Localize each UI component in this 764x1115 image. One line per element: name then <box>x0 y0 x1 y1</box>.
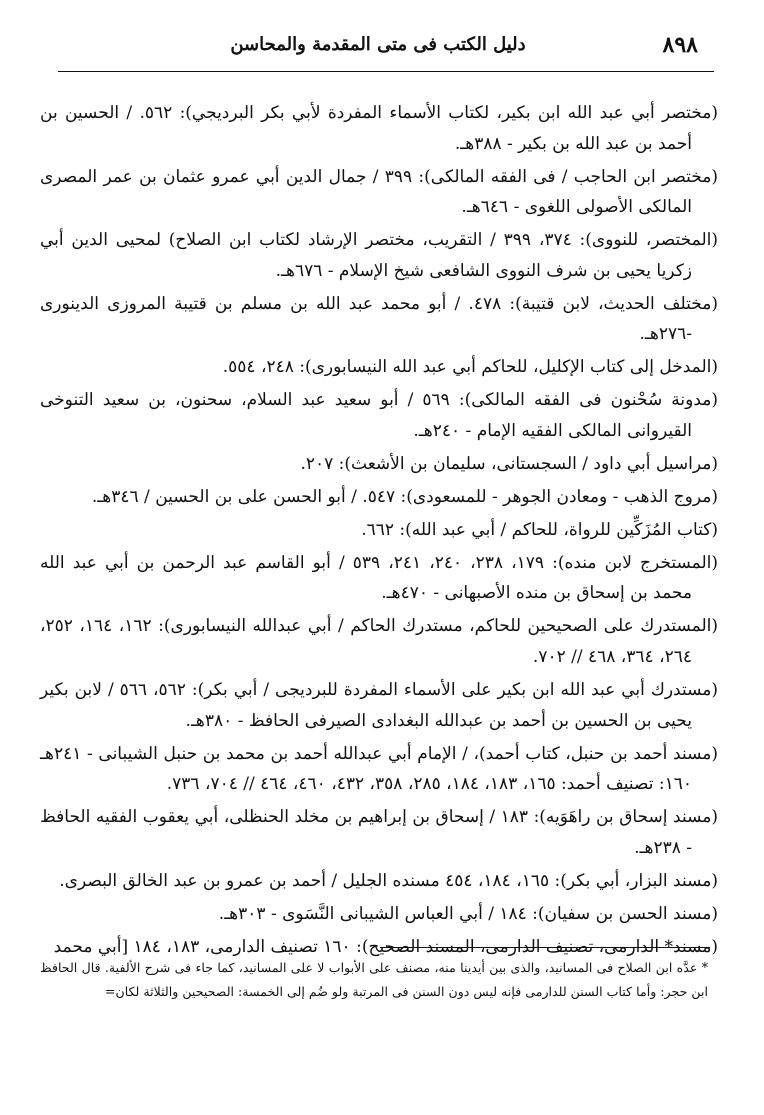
index-entry: (مختصر ابن الحاجب / فى الفقه المالكى): ٣٩٩ / جمال الدين أبي عمرو عثمان بن عمر المصرى المالكى الأصولى اللغوى - ٦٤٦هـ. <box>40 166 718 218</box>
running-head <box>58 30 698 64</box>
index-entry: (مسند* الدارمى، تصنيف الدارمى، المسند الصحيح): ١٦٠ تصنيف الدارمى، ١٨٣، ١٨٤ [أبي محمد <box>53 936 718 957</box>
footnote: * عدَّه ابن الصلاح فى المسانيد، والذى بين أيدينا منه، مصنف على الأبواب لا على المسانيد، كما جاء فى شرح الألفية. قال الحافظ ابن حجر: وأما كتاب السنن للدارمى فإنه ليس دون السنن فى المرتبة ولو ضُم إلى الخمسة: الصحيحين والثلاثة لكان= <box>40 960 708 999</box>
index-entry: (المستدرك على الصحيحين للحاكم، مستدرك الحاكم / أبي عبدالله النيسابورى): ١٦٢، ١٦٤، ٢٥٢، ٢٦٤، ٣٦٤، ٤٦٨ // ٧٠٢. <box>40 616 719 667</box>
index-entry: (مختصر أبي عبد الله ابن بكير، لكتاب الأسماء المفردة لأبي بكر البرديجي): ٥٦٢. / الحسين بن أحمد بن عبد الله بن بكير - ٣٨٨هـ. <box>40 103 718 154</box>
index-entries <box>40 98 718 965</box>
index-entry: (المستخرج لابن منده): ١٧٩، ٢٣٨، ٢٤٠، ٢٤١، ٥٣٩ / أبو القاسم عبد الرحمن بن أبي عبد الله محمد بن إسحاق بن منده الأصبهانى - ٤٧٠هـ. <box>40 552 719 604</box>
footnote-rule <box>380 947 710 948</box>
index-entry: (مستدرك أبي عبد الله ابن بكير على الأسماء المفردة للبرديجى / أبي بكر): ٥٦٢، ٥٦٦ / لابن بكير يحيى بن الحسين بن أحمد بن عبدالله البغدادى الصيرفى الحافظ - ٣٨٠هـ. <box>40 679 719 731</box>
index-entry: (كتاب المُزَكِّين للرواة، للحاكم / أبي عبد الله): ٦٦٢. <box>361 519 718 540</box>
header-rule <box>58 71 714 72</box>
index-entry: (مسند البزار، أبي بكر): ١٦٥، ١٨٤، ٤٥٤ مسنده الجليل / أحمد بن عمرو بن عبد الخالق البصرى. <box>59 870 718 891</box>
index-entry: (مدونة سُحْنون فى الفقه المالكى): ٥٦٩ / أبو سعيد عبد السلام، سحنون، بن سعيد التنوخى القيروانى المالكى الفقيه الإمام - ٢٤٠هـ. <box>40 390 718 441</box>
index-entry: (مراسيل أبي داود / السجستانى، سليمان بن الأشعث): ٢٠٧. <box>300 453 718 474</box>
index-entry: (مسند الحسن بن سفيان): ١٨٤ / أبي العباس الشيبانى النَّسَوى - ٣٠٣هـ. <box>218 903 718 924</box>
index-entry: (مسند أحمد بن حنبل، كتاب أحمد)، / الإمام أبي عبدالله أحمد بن محمد بن حنبل الشيبانى - ٢٤١هـ ١٦٠: تصنيف أحمد: ١٦٥، ١٨٣، ١٨٤، ٢٨٥، ٣٥٨، ٤٣٢، ٤٦٠، ٤٦٤ // ٧٠٤، ٧٣٦. <box>40 743 718 795</box>
index-entry: (المدخل إلى كتاب الإكليل، للحاكم أبي عبد الله النيسابورى): ٢٤٨، ٥٥٤. <box>222 357 718 378</box>
index-entry: (مختلف الحديث، لابن قتيبة): ٤٧٨. / أبو محمد عبد الله بن مسلم بن قتيبة المروزى الدينورى -٢٧٦هـ. <box>40 293 718 345</box>
page-number: ٨٩٨ <box>662 32 698 58</box>
index-entry: (المختصر، للنووى): ٣٧٤، ٣٩٩ / التقريب، مختصر الإرشاد لكتاب ابن الصلاح) لمحيى الدين أبي زكريا يحيى بن شرف النووى الشافعى شيخ الإسلام - ٦٧٦هـ. <box>40 230 719 281</box>
index-entry: (مسند إسحاق بن راهَوَيه): ١٨٣ / إسحاق بن إبراهيم بن مخلد الحنظلى، أبي يعقوب الفقيه الحافظ - ٢٣٨هـ. <box>40 807 718 858</box>
running-title: دليل الكتب فى متى المقدمة والمحاسن <box>230 34 526 55</box>
index-entry: (مروج الذهب - ومعادن الجوهر - للمسعودى): ٥٤٧. / أبو الحسن على بن الحسين / ٣٤٦هـ. <box>91 486 718 507</box>
